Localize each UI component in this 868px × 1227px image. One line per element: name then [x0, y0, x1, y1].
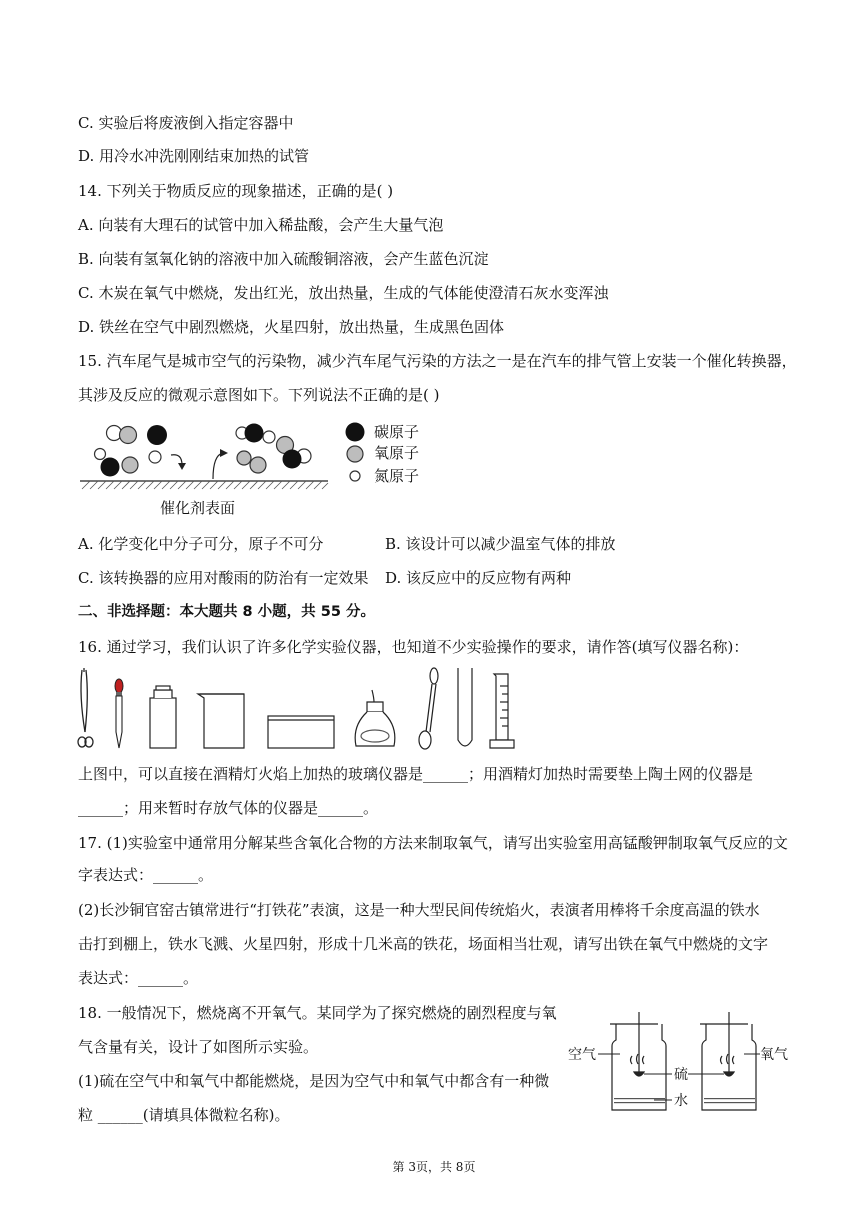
q18-line4: 粒 ______(请填具体微粒名称)。: [78, 1106, 290, 1124]
legend-oxygen-icon: [347, 446, 363, 462]
q15-stem-line1: 15. 汽车尾气是城市空气的污染物，减少汽车尾气污染的方法之一是在汽车的排气管上安装一个催化转换器，: [78, 352, 797, 370]
legend-oxygen-label: 氧原子: [374, 444, 420, 462]
q15-stem-line2: 其涉及反应的微观示意图如下。下列说法不正确的是( ): [78, 386, 440, 404]
surface-hatching: [82, 481, 328, 489]
graduated-cylinder-icon: [490, 674, 514, 748]
q14-option-d: D. 铁丝在空气中剧烈燃烧，火星四射，放出热量，生成黑色固体: [78, 318, 505, 336]
catalyst-reaction-diagram: [78, 415, 438, 525]
air-bottle-water-dots: [614, 1098, 665, 1103]
gas-collecting-bottle-icon: [150, 686, 176, 748]
q18-line1: 18. 一般情况下，燃烧离不开氧气。某同学为了探究燃烧的剧烈程度与氧: [78, 1004, 557, 1022]
label-water: 水: [674, 1093, 688, 1109]
q15-option-b: B. 该设计可以减少温室气体的排放: [385, 535, 616, 553]
air-bottle: [610, 1012, 666, 1110]
legend-nitrogen-label: 氮原子: [374, 467, 420, 485]
legend-nitrogen-icon: [350, 471, 360, 481]
q16-line2: ______；用来暂时存放气体的仪器是______。: [78, 799, 379, 817]
catalyst-surface-label: 催化剂表面: [160, 499, 236, 517]
beaker-icon: [198, 694, 244, 748]
q15-option-a: A. 化学变化中分子可分，原子不可分: [78, 535, 324, 553]
q16-line1: 上图中，可以直接在酒精灯火焰上加热的玻璃仪器是______；用酒精灯加热时需要垫上陶土网的仪器是: [78, 765, 754, 783]
legend-carbon-label: 碳原子: [374, 423, 420, 441]
q14-stem: 14. 下列关于物质反应的现象描述，正确的是( ): [78, 182, 394, 200]
label-sulfur: 硫: [674, 1067, 688, 1083]
alcohol-lamp-icon: [355, 690, 395, 746]
lab-instruments-diagram: [74, 666, 534, 756]
q14-option-b: B. 向装有氢氧化钠的溶液中加入硫酸铜溶液，会产生蓝色沉淀: [78, 250, 489, 268]
q14-option-a: A. 向装有大理石的试管中加入稀盐酸，会产生大量气泡: [78, 216, 444, 234]
q15-option-d: D. 该反应中的反应物有两种: [385, 569, 572, 587]
dropper-icon: [115, 679, 123, 748]
q17-line1: 17. (1)实验室中通常用分解某些含氧化合物的方法来制取氧气，请写出实验室用高锰酸钾制取氧气反应的文: [78, 834, 788, 852]
q18-line2: 气含量有关，设计了如图所示实验。: [78, 1038, 319, 1056]
q15-option-c: C. 该转换器的应用对酸雨的防治有一定效果: [78, 569, 369, 587]
q16-stem: 16. 通过学习，我们认识了许多化学实验仪器，也知道不少实验操作的要求，请作答(填写仪器名称)：: [78, 638, 749, 656]
crucible-tongs-icon: [78, 668, 93, 747]
test-tube-icon: [458, 668, 472, 746]
q18-line3: (1)硫在空气中和氧气中都能燃烧，是因为空气中和氧气中都含有一种微: [78, 1072, 550, 1090]
label-oxygen: 氧气: [760, 1047, 788, 1063]
legend-carbon-icon: [346, 423, 365, 442]
reactant-molecules: [95, 425, 168, 477]
q17-line4: 击打到棚上，铁水飞溅、火星四射，形成十几米高的铁花，场面相当壮观，请写出铁在氧气中燃烧的文字: [78, 935, 769, 953]
q13-option-d: D. 用冷水冲洗刚刚结束加热的试管: [78, 147, 310, 165]
oxygen-bottle: [700, 1012, 756, 1110]
water-trough-icon: [268, 716, 334, 748]
section-heading: 二、非选择题：本大题共 8 小题，共 55 分。: [78, 604, 375, 620]
q14-option-c: C. 木炭在氧气中燃烧，发出红光，放出热量，生成的气体能使澄清石灰水变浑浊: [78, 284, 609, 302]
label-air: 空气: [568, 1047, 596, 1063]
q17-line2: 字表达式：______。: [78, 866, 214, 884]
q17-line5: 表达式：______。: [78, 969, 199, 987]
page-footer: 第 3页，共 8页: [392, 1160, 476, 1174]
combustion-spoon-icon: [419, 668, 438, 749]
sulfur-combustion-apparatus: [568, 1012, 798, 1122]
q17-line3: (2)长沙铜官窑古镇常进行“打铁花”表演，这是一种大型民间传统焰火，表演者用棒将千余度高温的铁水: [78, 901, 760, 919]
oxygen-bottle-water-dots: [704, 1098, 755, 1103]
product-molecules: [236, 424, 311, 474]
q13-option-c: C. 实验后将废液倒入指定容器中: [78, 114, 294, 132]
